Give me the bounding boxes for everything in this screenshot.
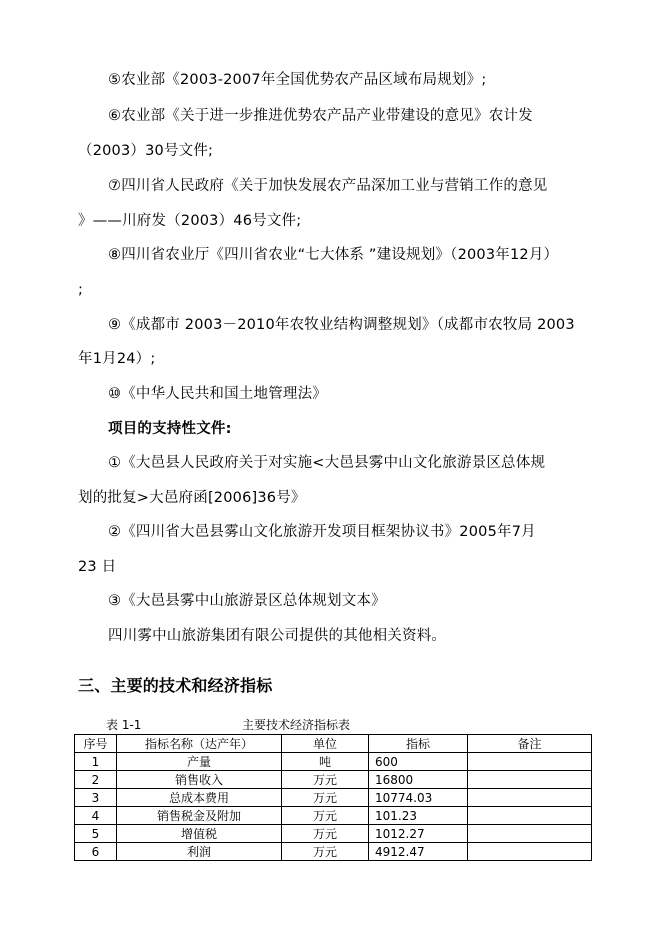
row-note xyxy=(468,825,592,843)
row-unit: 万元 xyxy=(282,807,369,825)
row-note xyxy=(468,807,592,825)
regulation-item-9-line1: ⑨《成都市 2003－2010年农牧业结构调整规划》（成都市农牧局 2003 xyxy=(108,317,575,333)
table-header-row xyxy=(75,735,592,753)
row-note xyxy=(468,753,592,771)
table-row xyxy=(75,753,592,771)
support-doc-1-line2: 划的批复>大邑府函[2006]36号》 xyxy=(78,490,306,506)
row-value: 10774.03 xyxy=(369,789,468,807)
row-unit: 万元 xyxy=(282,771,369,789)
row-unit: 吨 xyxy=(282,753,369,771)
regulation-item-6-line2: （2003）30号文件; xyxy=(78,143,214,159)
row-value: 600 xyxy=(369,753,468,771)
row-unit: 万元 xyxy=(282,789,369,807)
row-unit: 万元 xyxy=(282,843,369,861)
row-value: 16800 xyxy=(369,771,468,789)
row-index: 3 xyxy=(75,789,117,807)
row-value: 4912.47 xyxy=(369,843,468,861)
header-indicator-name: 指标名称（达产年） xyxy=(117,735,282,753)
table-row xyxy=(75,807,592,825)
row-unit: 万元 xyxy=(282,825,369,843)
table-row xyxy=(75,771,592,789)
table-row xyxy=(75,789,592,807)
row-name: 总成本费用 xyxy=(117,789,282,807)
regulation-item-9-line2: 年1月24）; xyxy=(78,351,156,367)
header-value: 指标 xyxy=(369,735,468,753)
row-index: 6 xyxy=(75,843,117,861)
support-doc-3: ③《大邑县雾中山旅游景区总体规划文本》 xyxy=(108,593,386,609)
header-unit: 单位 xyxy=(282,735,369,753)
regulation-item-8-line2: ; xyxy=(78,282,84,298)
regulation-item-7-line1: ⑦四川省人民政府《关于加快发展农产品深加工业与营销工作的意见 xyxy=(108,178,548,194)
row-name: 利润 xyxy=(117,843,282,861)
regulation-item-5: ⑤农业部《2003-2007年全国优势农产品区域布局规划》; xyxy=(108,72,487,88)
row-index: 5 xyxy=(75,825,117,843)
regulation-item-6-line1: ⑥农业部《关于进一步推进优势农产品产业带建设的意见》农计发 xyxy=(108,108,533,124)
support-docs-title: 项目的支持性文件: xyxy=(108,421,232,437)
row-note xyxy=(468,771,592,789)
table-row xyxy=(75,843,592,861)
table-row xyxy=(75,825,592,843)
row-note xyxy=(468,843,592,861)
row-value: 101.23 xyxy=(369,807,468,825)
regulation-item-8-line1: ⑧四川省农业厅《四川省农业“七大体系 ”建设规划》（2003年12月） xyxy=(108,247,559,263)
row-value: 1012.27 xyxy=(369,825,468,843)
row-name: 增值税 xyxy=(117,825,282,843)
row-index: 4 xyxy=(75,807,117,825)
regulation-item-10: ⑩《中华人民共和国土地管理法》 xyxy=(108,386,327,402)
support-doc-1-line1: ①《大邑县人民政府关于对实施<大邑县雾中山文化旅游景区总体规 xyxy=(108,455,546,471)
header-index: 序号 xyxy=(75,735,117,753)
support-doc-2-line1: ②《四川省大邑县雾山文化旅游开发项目框架协议书》2005年7月 xyxy=(108,524,536,540)
row-index: 2 xyxy=(75,771,117,789)
support-doc-2-line2: 23 日 xyxy=(78,559,117,575)
section-heading: 三、主要的技术和经济指标 xyxy=(78,676,273,695)
row-index: 1 xyxy=(75,753,117,771)
support-doc-4: 四川雾中山旅游集团有限公司提供的其他相关资料。 xyxy=(108,628,447,644)
row-name: 产量 xyxy=(117,753,282,771)
row-name: 销售收入 xyxy=(117,771,282,789)
tech-econ-table xyxy=(74,734,592,861)
table-title: 主要技术经济指标表 xyxy=(242,718,351,732)
row-note xyxy=(468,789,592,807)
row-name: 销售税金及附加 xyxy=(117,807,282,825)
regulation-item-7-line2: 》——川府发（2003）46号文件; xyxy=(78,213,302,229)
table-label: 表 1-1 xyxy=(106,718,142,732)
header-note: 备注 xyxy=(468,735,592,753)
